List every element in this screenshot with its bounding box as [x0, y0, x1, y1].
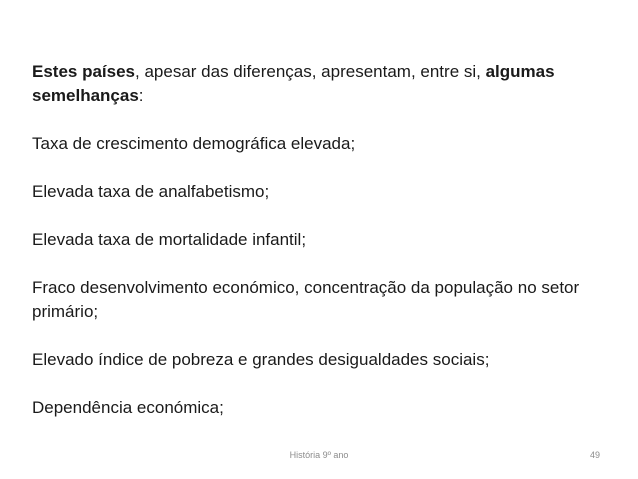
intro-paragraph	[32, 60, 612, 108]
footer-subject: História 9º ano	[289, 450, 349, 460]
page-number: 49	[589, 450, 600, 460]
intro-text: , apesar das diferenças, apresentam, entre si,	[135, 62, 486, 81]
slide-body	[32, 60, 612, 420]
intro-colon: :	[138, 86, 144, 105]
list-item: Elevada taxa de analfabetismo;	[32, 182, 270, 201]
list-item: Elevado índice de pobreza e grandes desigualdades sociais;	[32, 350, 490, 369]
intro-bold-subject: Estes países	[32, 62, 136, 81]
intro-bold-similarities: algumas semelhanças	[32, 62, 555, 105]
list-item: Taxa de crescimento demográfica elevada;	[32, 134, 356, 153]
list-item: Dependência económica;	[32, 398, 224, 417]
list-item: Fraco desenvolvimento económico, concentração da população no setor primário;	[32, 278, 580, 321]
list-item: Elevada taxa de mortalidade infantil;	[32, 230, 307, 249]
